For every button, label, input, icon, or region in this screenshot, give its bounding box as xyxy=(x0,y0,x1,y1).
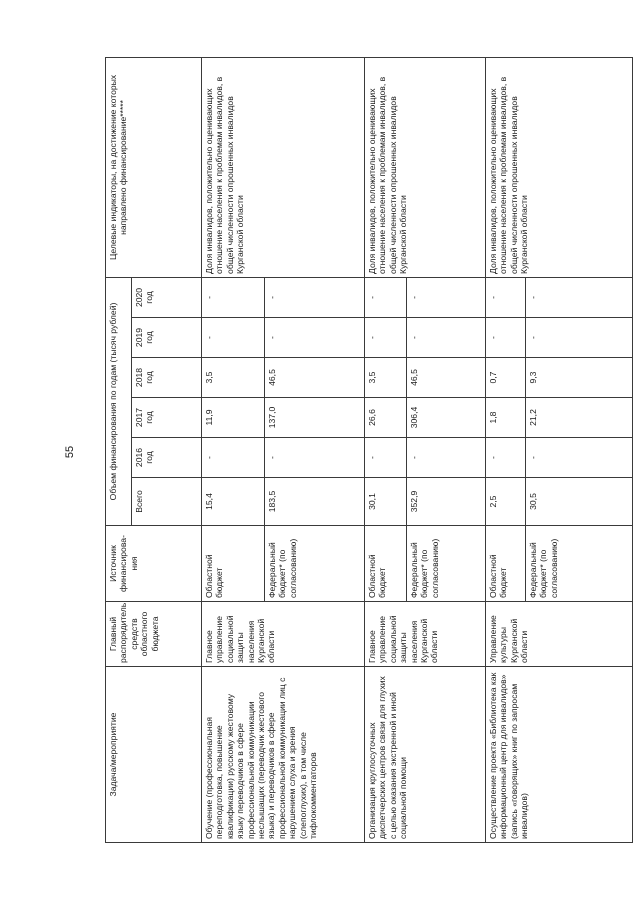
value-cell: - xyxy=(406,318,485,358)
table-row xyxy=(485,57,525,842)
value-cell: 3,5 xyxy=(364,358,406,398)
value-cell: 9,3 xyxy=(525,358,632,398)
task-cell: Осуществление проекта «Библиотека как информационный центр для инвалидов» (запись «говорящих» книг по запросам инвалидов) xyxy=(485,667,632,843)
manager-cell: Управление культуры Курганской области xyxy=(485,602,632,667)
value-cell: 46,5 xyxy=(265,358,365,398)
value-cell: 46,5 xyxy=(406,358,485,398)
source-cell: Федеральный бюджет* (по согласованию) xyxy=(406,526,485,602)
table-row xyxy=(364,57,406,842)
value-cell: - xyxy=(202,318,265,358)
financing-table xyxy=(105,57,633,843)
value-cell: 183,5 xyxy=(265,478,365,526)
header-task: Задача/мероприятие xyxy=(106,667,202,843)
source-cell: Областной бюджет xyxy=(364,526,406,602)
value-cell: 30,1 xyxy=(364,478,406,526)
value-cell: - xyxy=(485,277,525,317)
source-cell: Областной бюджет xyxy=(485,526,525,602)
value-cell: 137,0 xyxy=(265,398,365,438)
value-cell: - xyxy=(364,438,406,478)
source-cell: Федеральный бюджет* (по согласованию) xyxy=(525,526,632,602)
rotated-table-container xyxy=(105,58,633,843)
value-cell: - xyxy=(265,277,365,317)
value-cell: 15,4 xyxy=(202,478,265,526)
manager-cell: Главное управление социальной защиты населения Курганской области xyxy=(364,602,485,667)
value-cell: 352,9 xyxy=(406,478,485,526)
value-cell: 2,5 xyxy=(485,478,525,526)
value-cell: 3,5 xyxy=(202,358,265,398)
value-cell: 306,4 xyxy=(406,398,485,438)
value-cell: - xyxy=(485,318,525,358)
value-cell: 21,2 xyxy=(525,398,632,438)
value-cell: - xyxy=(485,438,525,478)
value-cell: - xyxy=(265,438,365,478)
header-2019: 2019 год xyxy=(132,318,202,358)
task-cell: Организация круглосуточных диспетчерских центров связи для глухих с целью оказания экстренной и иной социальной помощи xyxy=(364,667,485,843)
header-volume: Объем финансирования по годам (тысяч рублей) xyxy=(106,277,132,525)
value-cell: - xyxy=(525,318,632,358)
value-cell: - xyxy=(406,277,485,317)
indicator-cell: Доля инвалидов, положительно оценивающих отношение населения к проблемам инвалидов, в общей численности опрошенных инвалидов Курганской области xyxy=(202,57,365,277)
header-2018: 2018 год xyxy=(132,358,202,398)
value-cell: - xyxy=(202,277,265,317)
page-number: 55 xyxy=(64,445,76,459)
value-cell: - xyxy=(364,318,406,358)
header-total: Всего xyxy=(132,478,202,526)
manager-cell: Главное управление социальной защиты населения Курганской области xyxy=(202,602,365,667)
value-cell: 1,8 xyxy=(485,398,525,438)
header-2020: 2020 год xyxy=(132,277,202,317)
header-indicators: Целевые индикаторы, на достижение которых направлено финансирование***** xyxy=(106,57,202,277)
value-cell: 30,5 xyxy=(525,478,632,526)
header-manager: Главный распорядитель средств областного бюджета xyxy=(106,602,202,667)
value-cell: - xyxy=(406,438,485,478)
value-cell: - xyxy=(364,277,406,317)
source-cell: Федеральный бюджет* (по согласованию) xyxy=(265,526,365,602)
indicator-cell: Доля инвалидов, положительно оценивающих отношение населения к проблемам инвалидов, в общей численности опрошенных инвалидов Курганской области xyxy=(364,57,485,277)
value-cell: 11,9 xyxy=(202,398,265,438)
source-cell: Областной бюджет xyxy=(202,526,265,602)
value-cell: 0,7 xyxy=(485,358,525,398)
indicator-cell: Доля инвалидов, положительно оценивающих отношение населения к проблемам инвалидов, в общей численности опрошенных инвалидов Курганской области xyxy=(485,57,632,277)
header-2016: 2016 год xyxy=(132,438,202,478)
header-2017: 2017 год xyxy=(132,398,202,438)
table-row xyxy=(202,57,265,842)
value-cell: - xyxy=(525,438,632,478)
task-cell: Обучение (профессиональная переподготовка, повышение квалификации) русскому жестовому языку переводчиков в сфере профессиональной коммуникации неслышащих (переводчик жестового языка) и переводчиков в сфере профессиональной коммуникации лиц с нарушением слуха и зрения (слепоглухих), в том числе тифлокомментаторов xyxy=(202,667,365,843)
header-source: Источник финансирова-ния xyxy=(106,526,202,602)
value-cell: 26,6 xyxy=(364,398,406,438)
value-cell: - xyxy=(525,277,632,317)
value-cell: - xyxy=(202,438,265,478)
value-cell: - xyxy=(265,318,365,358)
